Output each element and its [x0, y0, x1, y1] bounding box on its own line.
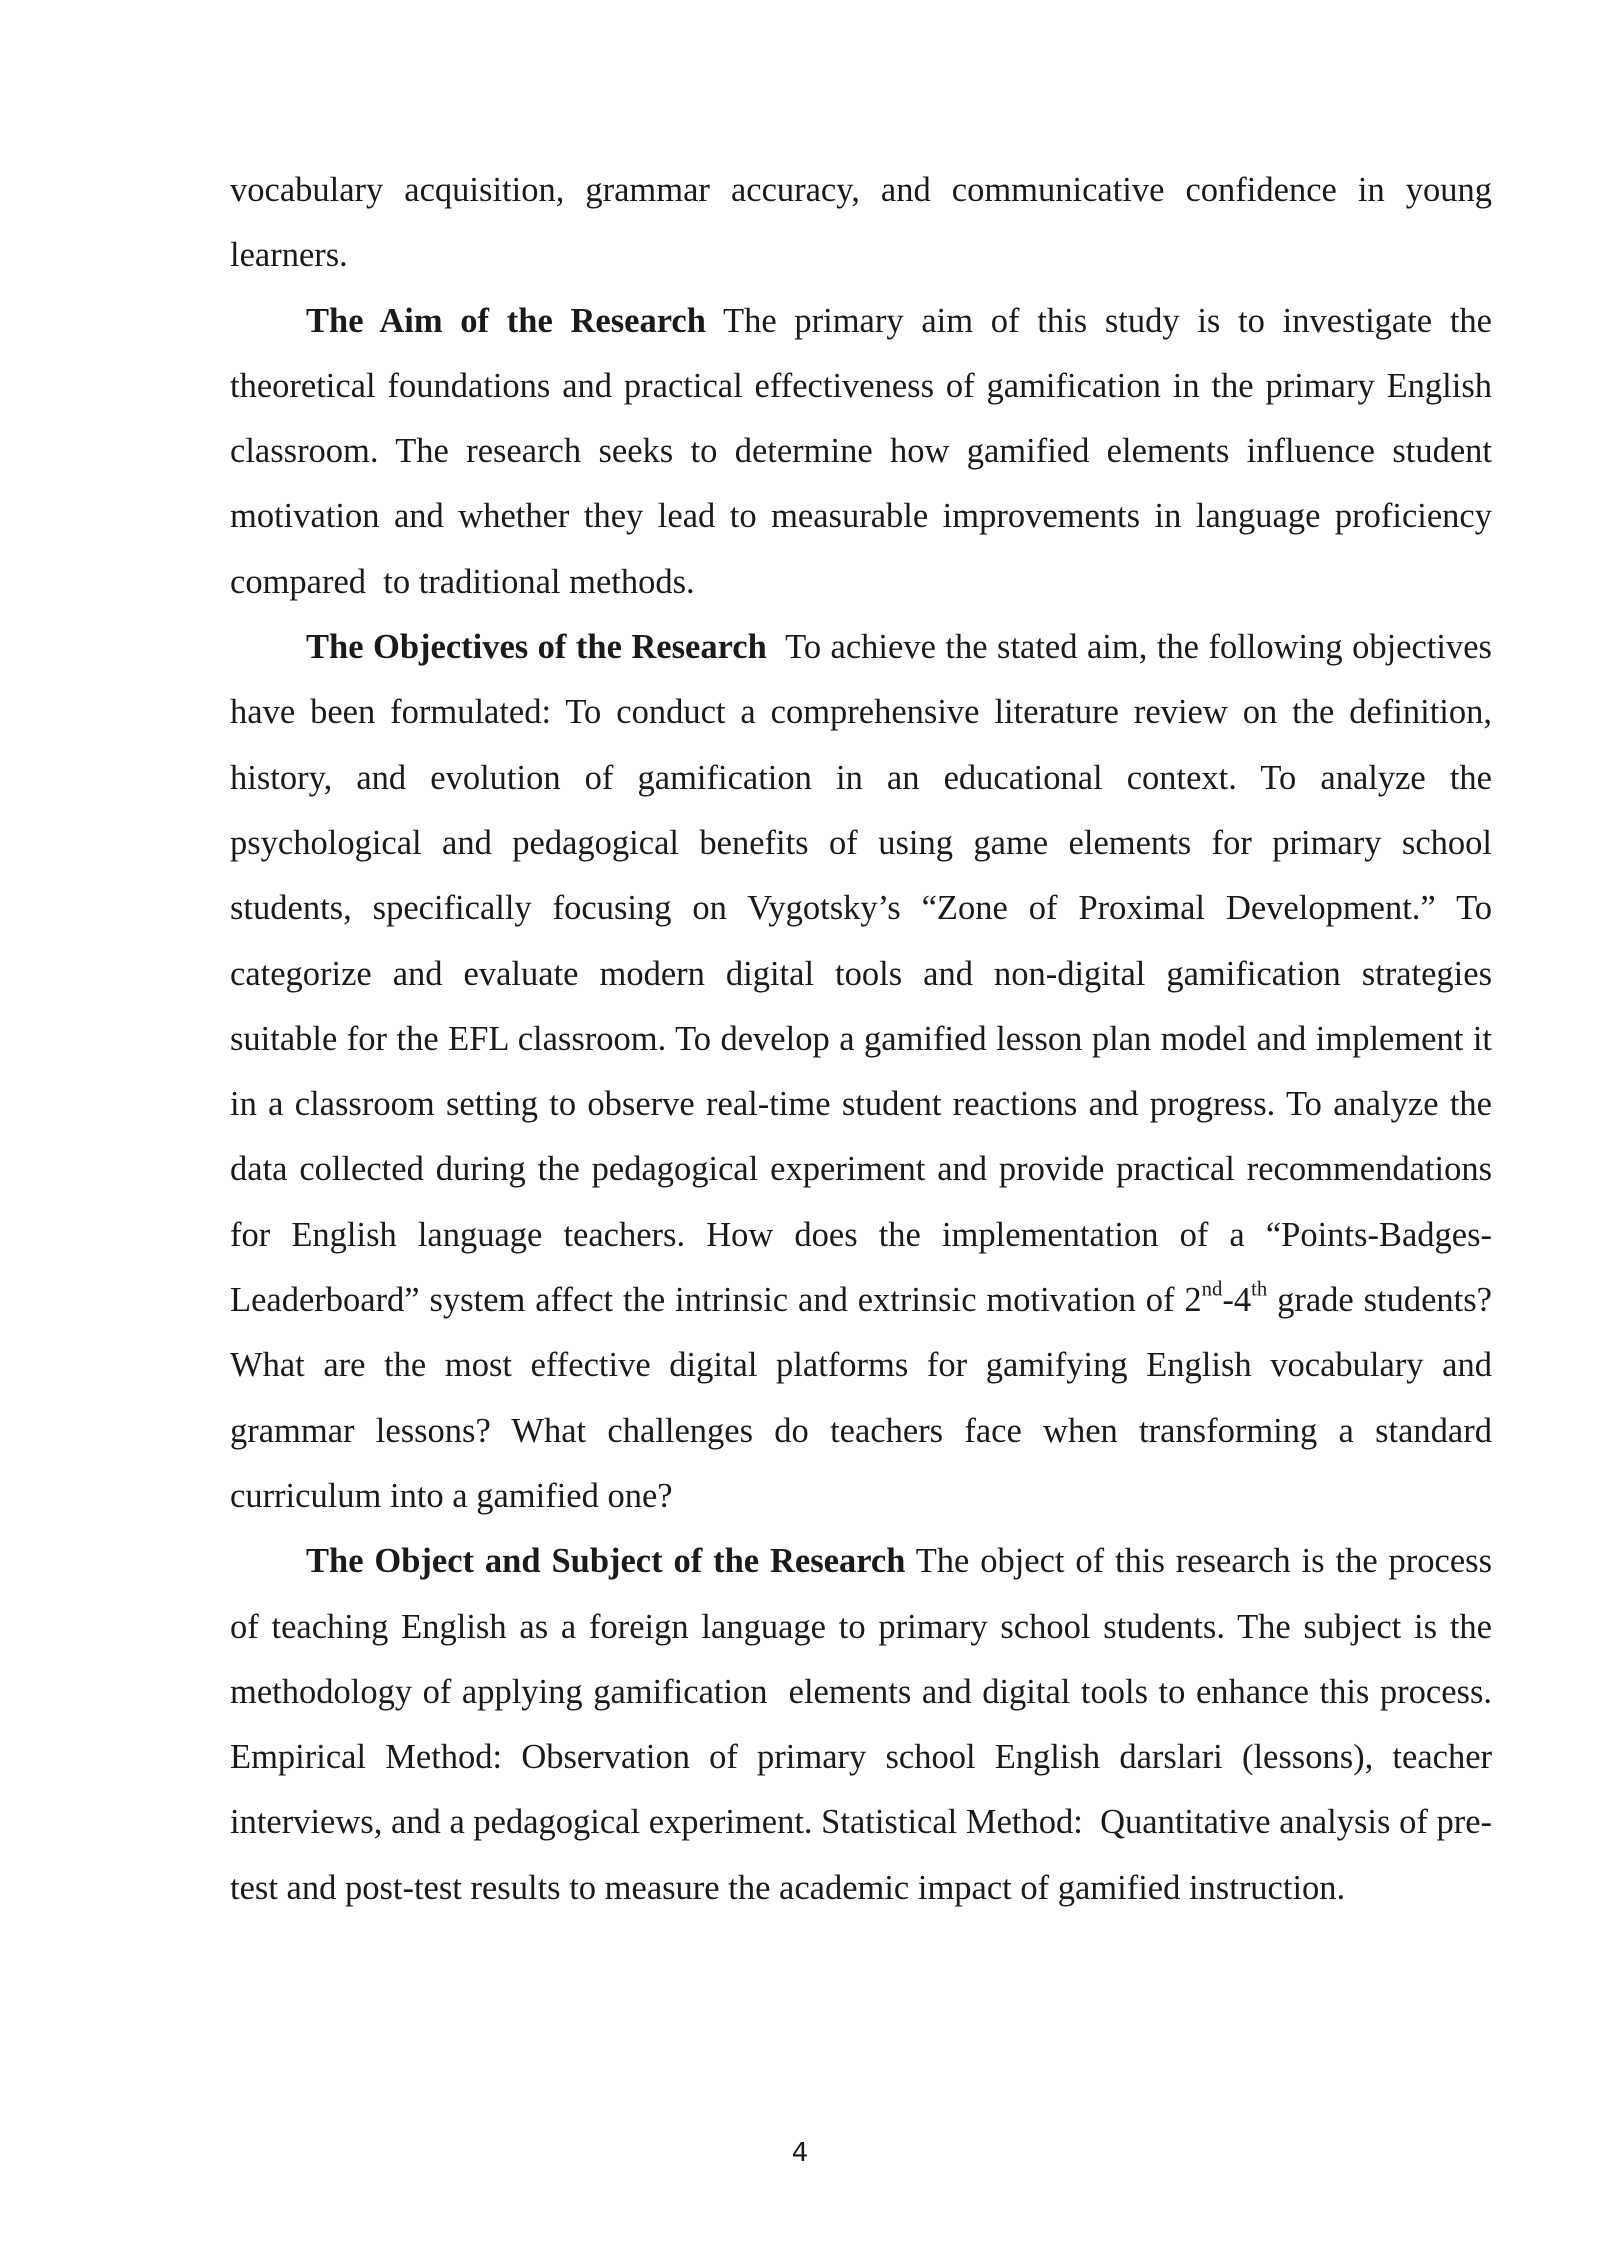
body-text: [230, 158, 1492, 1921]
superscript-ordinal: nd: [1201, 1278, 1223, 1301]
paragraph-continuation: [230, 158, 1492, 289]
paragraph-text: -4: [1222, 1281, 1252, 1320]
paragraph-objectives: [230, 615, 1492, 1529]
section-heading-aim: The Aim of the Research: [306, 301, 706, 340]
paragraph-text: To achieve the stated aim, the following objectives have been formulated: To conduct a comprehensive literature review on the definition, history, and evolution of gamification in an educational context. To analyze the psychological and pedagogical benefits of using game elements for primary school students, specifically focusing on Vygotsky’s “Zone of Proximal Development.” To categorize and evaluate modern digital tools and non-digital gamification strategies suitable for the EFL classroom. To develop a gamified lesson plan model and implement it in a classroom setting to observe real-time student reactions and progress. To analyze the data collected during the pedagogical experiment and provide practical recommendations for English language teachers. How does the implementation of a “Points-Badges-Leaderboard” system affect the intrinsic and extrinsic motivation of 2: [230, 628, 1492, 1320]
paragraph-aim: [230, 289, 1492, 615]
superscript-ordinal: th: [1251, 1278, 1268, 1301]
paragraph-text: The object of this research is the process of teaching English as a foreign language to primary school students. The subject is the methodology of applying gamification elements and digital tools to enhance this process. Empirical Method: Observation of primary school English darslari (lessons), teacher interviews, and a pedagogical experiment. Statistical Method: Quantitative analysis of pre-test and post-test results to measure the academic impact of gamified instruction.: [230, 1542, 1492, 1907]
section-heading-object-subject: The Object and Subject of the Research: [306, 1542, 906, 1581]
paragraph-text: The primary aim of this study is to investigate the theoretical foundations and practical effectiveness of gamification in the primary English classroom. The research seeks to determine how gamified elements influence student motivation and whether they lead to measurable improvements in language proficiency compared to traditional methods.: [230, 301, 1492, 601]
page-number: 4: [791, 2138, 809, 2168]
section-heading-objectives: The Objectives of the Research: [306, 628, 767, 667]
paragraph-text: grade students? What are the most effective digital platforms for gamifying English vocabulary and grammar lessons? What challenges do teachers face when transforming a standard curriculum into a gamified one?: [230, 1281, 1492, 1515]
paragraph-object-subject: [230, 1529, 1492, 1921]
paragraph-text: vocabulary acquisition, grammar accuracy, and communicative confidence in young learners.: [230, 171, 1492, 275]
